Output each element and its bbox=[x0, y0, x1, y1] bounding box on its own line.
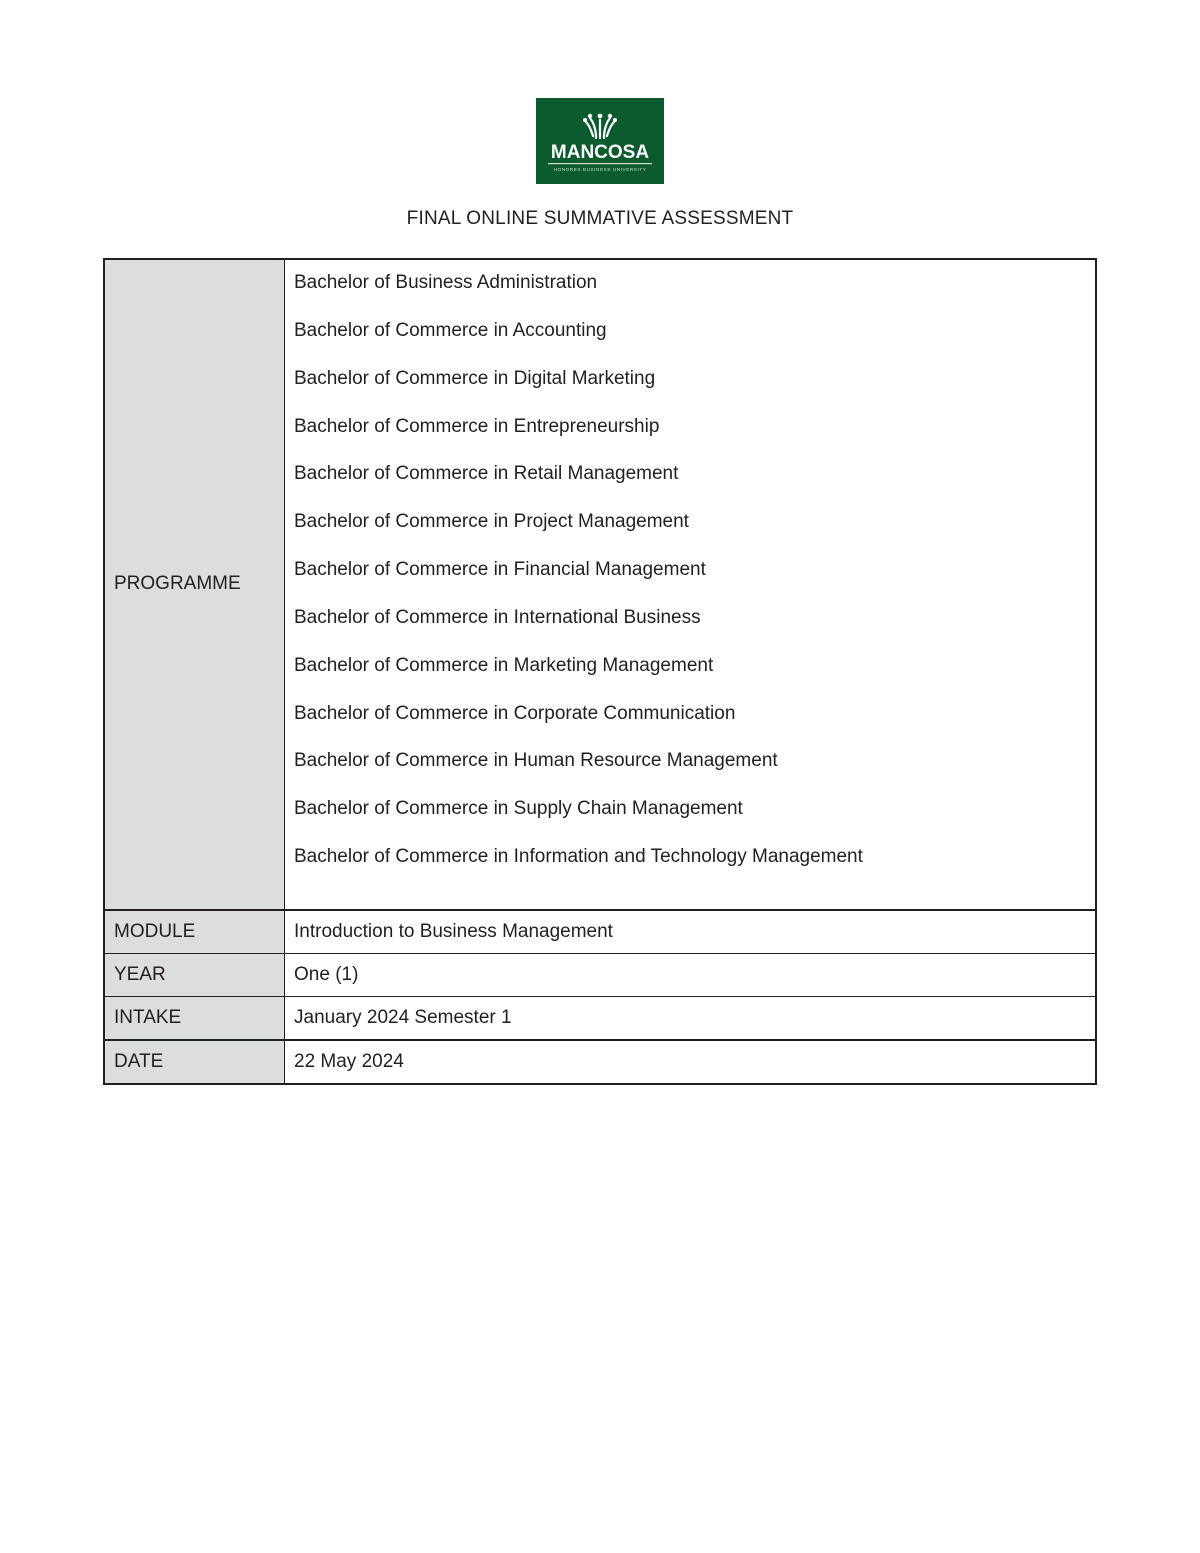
date-row bbox=[104, 1040, 1096, 1084]
module-value: Introduction to Business Management bbox=[285, 910, 1097, 954]
programme-item: Bachelor of Commerce in Marketing Management bbox=[294, 654, 714, 676]
programme-item: Bachelor of Commerce in Supply Chain Management bbox=[294, 798, 743, 820]
programme-item: Bachelor of Commerce in Accounting bbox=[294, 319, 607, 341]
programme-item: Bachelor of Commerce in Digital Marketing bbox=[294, 367, 656, 389]
year-row bbox=[104, 953, 1096, 996]
programme-item: Bachelor of Commerce in Financial Management bbox=[294, 559, 706, 581]
programme-row bbox=[104, 259, 1096, 910]
programme-item: Bachelor of Commerce in Entrepreneurship bbox=[294, 415, 660, 437]
programme-item: Bachelor of Commerce in Project Management bbox=[294, 511, 689, 533]
programme-item: Bachelor of Commerce in Human Resource Management bbox=[294, 750, 778, 772]
intake-value: January 2024 Semester 1 bbox=[285, 996, 1097, 1040]
programme-label: PROGRAMME bbox=[104, 259, 285, 910]
module-label: MODULE bbox=[104, 910, 285, 954]
date-label: DATE bbox=[104, 1040, 285, 1084]
intake-label: INTAKE bbox=[104, 996, 285, 1040]
assessment-info-table bbox=[103, 258, 1097, 1085]
programme-item: Bachelor of Commerce in Retail Management bbox=[294, 463, 679, 485]
programme-item: Bachelor of Business Administration bbox=[294, 272, 598, 293]
logo-text: MANCOSA bbox=[550, 142, 650, 163]
mancosa-logo bbox=[536, 98, 664, 184]
date-value: 22 May 2024 bbox=[285, 1040, 1097, 1084]
programme-item: Bachelor of Commerce in Information and Technology Management bbox=[294, 846, 863, 868]
programme-list bbox=[285, 259, 1097, 910]
module-row bbox=[104, 910, 1096, 954]
programme-item: Bachelor of Commerce in Corporate Communication bbox=[294, 702, 736, 724]
year-label: YEAR bbox=[104, 953, 285, 996]
year-value: One (1) bbox=[285, 953, 1097, 996]
intake-row bbox=[104, 996, 1096, 1040]
logo-subtext: HONOREX BUSINESS UNIVERSITY bbox=[553, 167, 647, 172]
document-title: FINAL ONLINE SUMMATIVE ASSESSMENT bbox=[406, 208, 794, 229]
programme-item: Bachelor of Commerce in International Business bbox=[294, 606, 701, 628]
